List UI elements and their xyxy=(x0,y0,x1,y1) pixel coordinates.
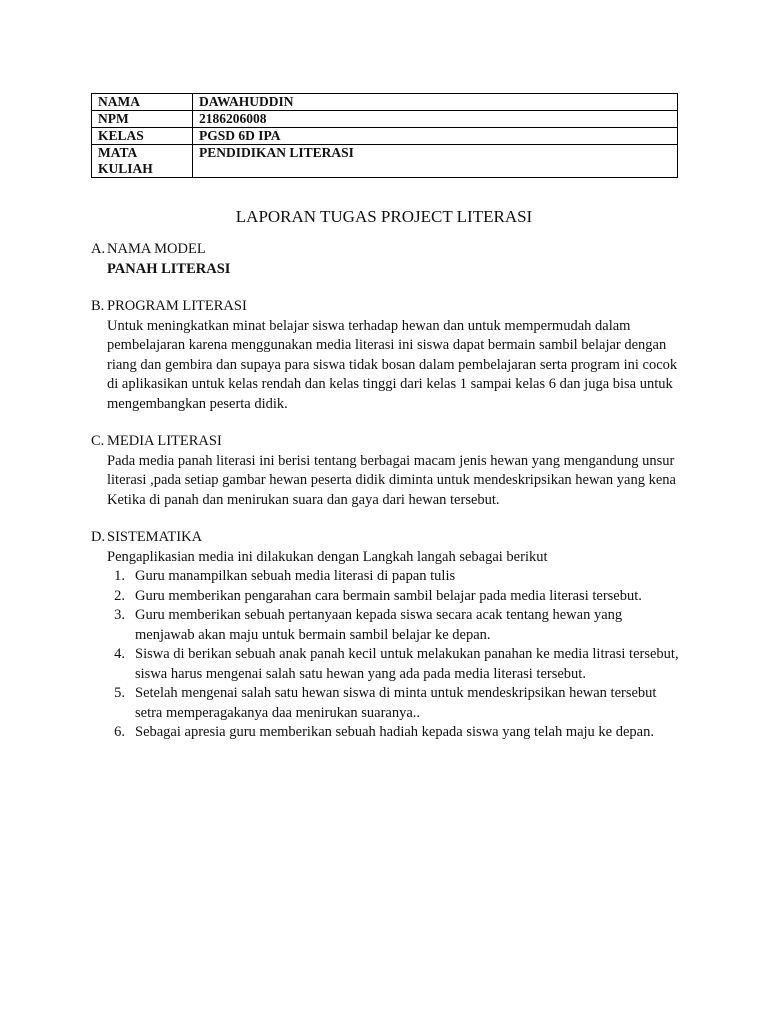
step-text: Siswa di berikan sebuah anak panah kecil untuk melakukan panahan ke media litrasi tersebut, siswa harus mengenai salah satu hewan yang ada pada media literasi tersebut. xyxy=(135,646,679,682)
section-program-literasi xyxy=(91,297,681,414)
step-number: 4. xyxy=(114,646,125,662)
section-heading: PROGRAM LITERASI xyxy=(107,298,247,314)
section-letter: A. xyxy=(91,241,106,257)
section-media-literasi xyxy=(91,432,681,510)
section-letter: D. xyxy=(91,529,106,545)
student-info-table xyxy=(91,93,678,178)
list-item xyxy=(91,723,681,743)
table-row xyxy=(92,111,678,128)
section-letter: B. xyxy=(91,298,105,314)
list-item xyxy=(91,587,681,607)
table-row xyxy=(92,128,678,145)
section-heading: MEDIA LITERASI xyxy=(107,433,222,449)
step-text: Guru memberikan sebuah pertanyaan kepada siswa secara acak tentang hewan yang menjawab akan maju untuk bermain sambil belajar ke depan. xyxy=(135,607,623,643)
info-label: NPM xyxy=(92,111,193,128)
step-text: Guru memberikan pengarahan cara bermain sambil belajar pada media literasi tersebut. xyxy=(135,587,642,604)
info-value: PENDIDIKAN LITERASI xyxy=(193,145,678,178)
step-number: 1. xyxy=(114,568,125,584)
section-heading: SISTEMATIKA xyxy=(107,529,203,545)
section-body: PANAH LITERASI xyxy=(107,260,231,277)
step-number: 2. xyxy=(114,587,125,604)
section-heading: NAMA MODEL xyxy=(107,241,206,257)
list-item xyxy=(91,645,681,684)
section-sistematika xyxy=(91,528,681,743)
step-text: Sebagai apresia guru memberikan sebuah hadiah kepada siswa yang telah maju ke depan. xyxy=(135,724,654,740)
step-number: 6. xyxy=(114,724,125,740)
info-value: PGSD 6D IPA xyxy=(193,128,678,145)
info-label: NAMA xyxy=(92,94,193,111)
info-label: KELAS xyxy=(92,128,193,145)
section-body: Untuk meningkatkan minat belajar siswa terhadap hewan dan untuk mempermudah dalam pembelajaran karena menggunakan media literasi ini siswa dapat bermain sambil belajar dengan riang dan gembira dan supaya para siswa tidak bosan dalam pembelajaran serta program ini cocok di aplikasikan untuk kelas rendah dan kelas tinggi dari kelas 1 sampai kelas 6 dan juga bisa untuk mengembangkan peserta didik. xyxy=(107,317,678,412)
info-value: 2186206008 xyxy=(193,111,678,128)
document-body xyxy=(91,240,681,761)
list-item xyxy=(91,606,681,645)
section-nama-model xyxy=(91,240,681,279)
step-number: 3. xyxy=(114,607,125,623)
list-item xyxy=(91,684,681,723)
info-label: MATA KULIAH xyxy=(92,145,193,178)
section-letter: C. xyxy=(91,433,105,449)
step-text: Setelah mengenai salah satu hewan siswa di minta untuk mendeskripsikan hewan tersebut setra memperagakanya daa menirukan suaranya.. xyxy=(135,685,657,721)
info-value: DAWAHUDDIN xyxy=(193,94,678,111)
steps-list xyxy=(91,567,681,743)
section-body: Pada media panah literasi ini berisi tentang berbagai macam jenis hewan yang mengandung unsur literasi ,pada setiap gambar hewan peserta didik diminta untuk mendeskripsikan hewan yang kena Ketika di panah dan menirukan suara dan gaya dari hewan tersebut. xyxy=(107,452,676,508)
page-title: LAPORAN TUGAS PROJECT LITERASI xyxy=(235,207,533,226)
step-text: Guru manampilkan sebuah media literasi di papan tulis xyxy=(135,568,456,584)
table-row xyxy=(92,94,678,111)
section-intro: Pengaplikasian media ini dilakukan dengan Langkah langah sebagai berikut xyxy=(107,548,548,565)
table-row xyxy=(92,145,678,178)
list-item xyxy=(91,567,681,587)
step-number: 5. xyxy=(114,685,125,701)
